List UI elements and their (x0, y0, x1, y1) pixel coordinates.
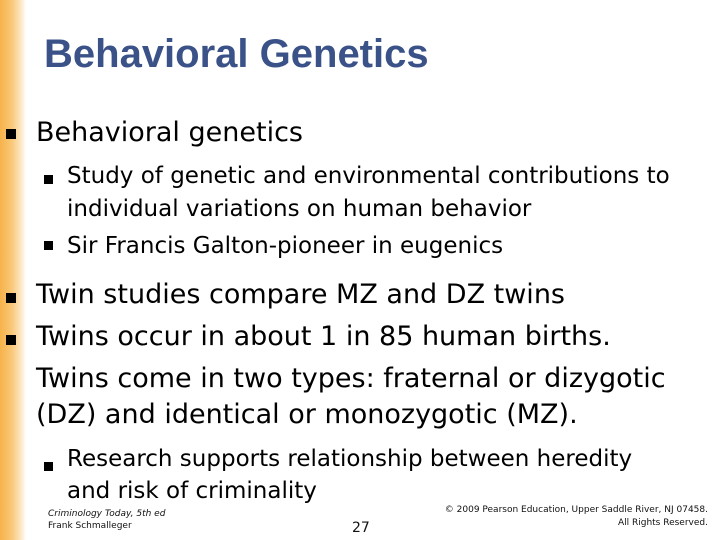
footer-author: Frank Schmalleger (48, 521, 132, 531)
sub-bullet-study-line-2: individual variations on human behavior (67, 196, 532, 222)
sub-bullet-study-line-1: Study of genetic and environmental contributions to (67, 163, 670, 189)
bullet-behavioral-genetics: Behavioral genetics (36, 117, 303, 148)
bullet-twins-line-3: (DZ) and identical or monozygotic (MZ). (36, 399, 578, 430)
square-bullet-icon (44, 175, 53, 184)
square-bullet-icon (6, 293, 16, 303)
slide-title: Behavioral Genetics (44, 32, 429, 76)
bullet-twins-line-2: Twins come in two types: fraternal or dizygotic (36, 363, 666, 394)
square-bullet-icon (44, 462, 53, 471)
square-bullet-icon (44, 241, 53, 250)
bullet-twins-line-1: Twins occur in about 1 in 85 human births. (36, 321, 611, 352)
footer-copyright-line-1: © 2009 Pearson Education, Upper Saddle River, NJ 07458. (444, 505, 708, 515)
left-accent-bar (0, 0, 26, 540)
page-number: 27 (352, 520, 370, 536)
bullet-twin-studies: Twin studies compare MZ and DZ twins (36, 279, 565, 310)
square-bullet-icon (6, 335, 16, 345)
footer-book-title: Criminology Today, 5th ed (48, 509, 166, 519)
square-bullet-icon (6, 129, 16, 139)
sub-bullet-research-line-1: Research supports relationship between heredity (67, 446, 633, 472)
footer-copyright-line-2: All Rights Reserved. (617, 518, 708, 528)
sub-bullet-galton: Sir Francis Galton-pioneer in eugenics (67, 233, 504, 259)
sub-bullet-research-line-2: and risk of criminality (67, 478, 317, 504)
